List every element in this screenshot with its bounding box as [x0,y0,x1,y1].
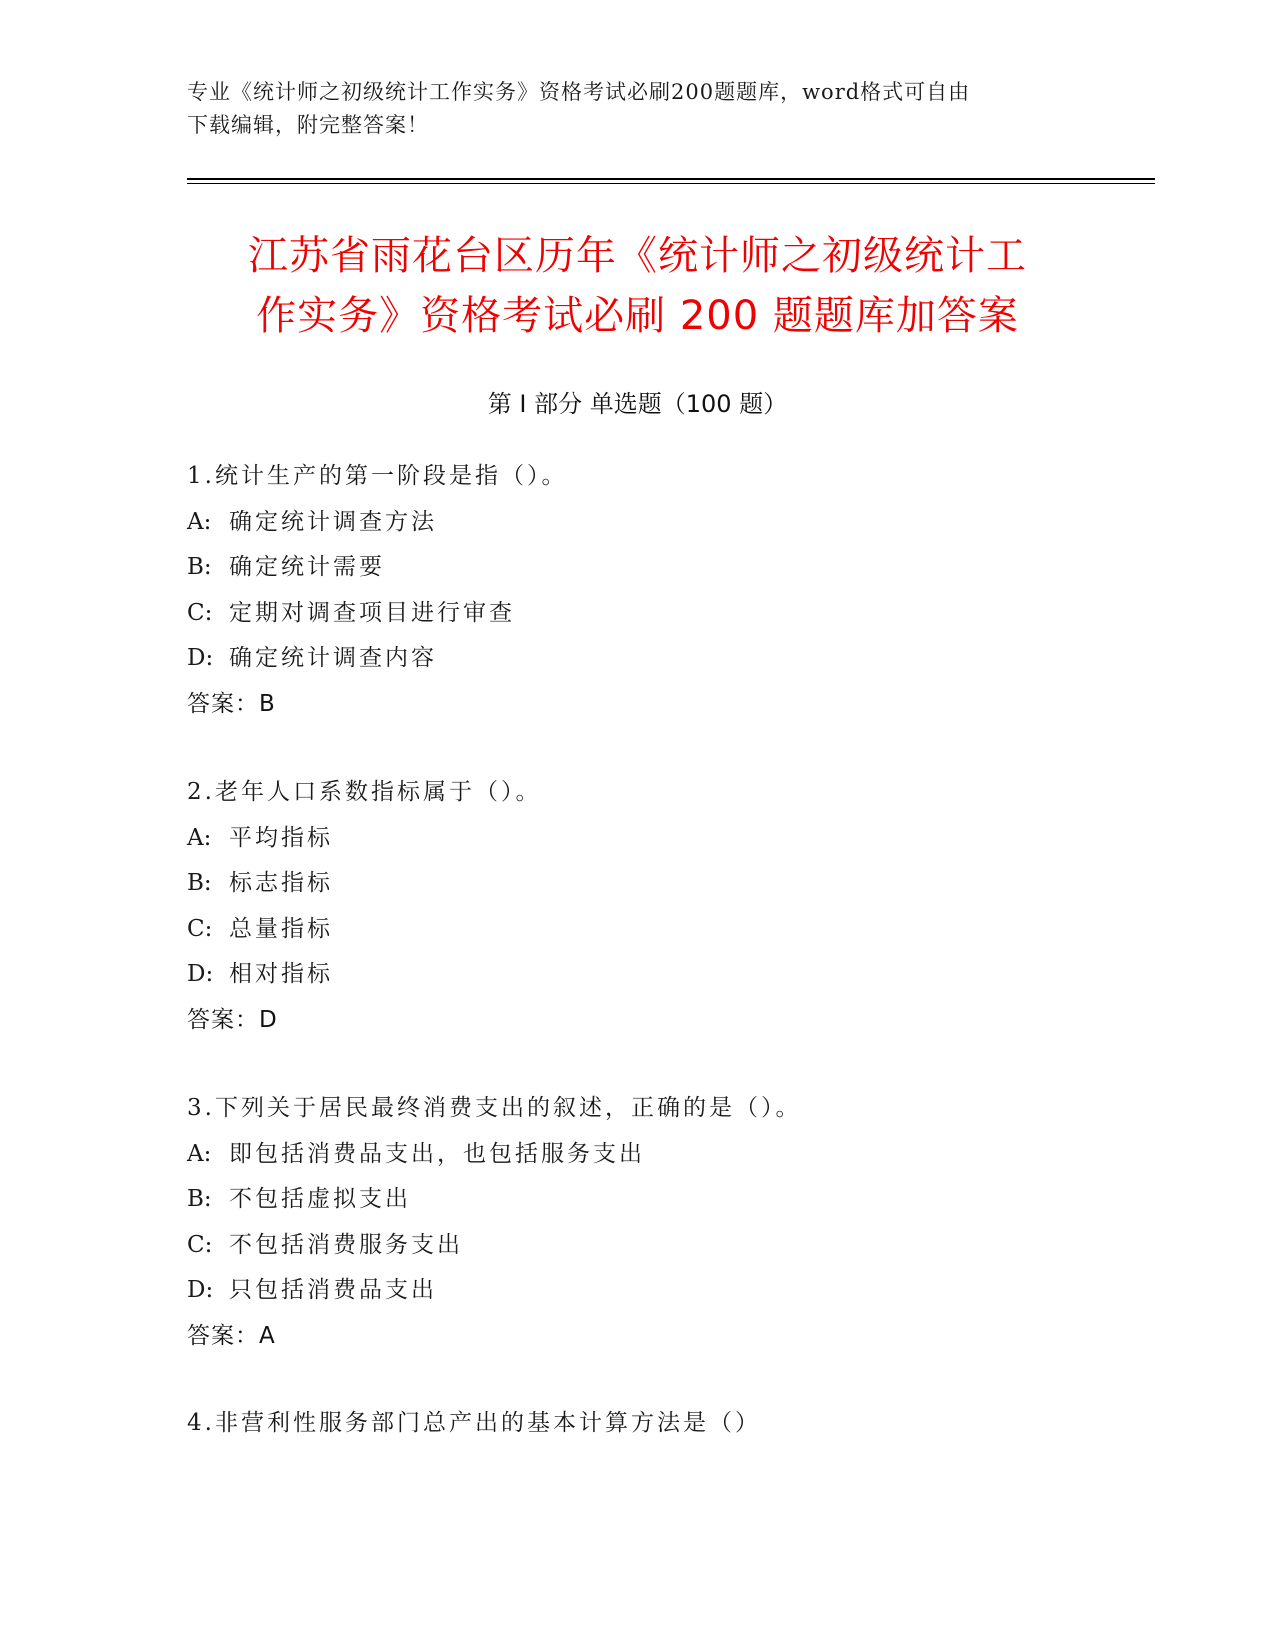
option-text: 即包括消费品支出，也包括服务支出 [229,1140,645,1167]
header-divider-thick [187,178,1155,180]
option-b [187,861,1147,907]
question-stem: 4.非营利性服务部门总产出的基本计算方法是（） [187,1410,761,1436]
header-note-line-2: 下载编辑，附完整答案！ [187,113,429,137]
option-c [187,1223,1147,1269]
question-stem: 3.下列关于居民最终消费支出的叙述，正确的是（）。 [187,1095,802,1121]
option-text: 平均指标 [229,824,333,851]
option-letter: A: [187,824,212,851]
answer-key: 答案：A [187,1322,276,1349]
document-title-line-2: 作实务》资格考试必刷 200 题题库加答案 [256,293,1019,339]
option-letter: D: [187,961,214,987]
option-letter: B: [187,554,212,580]
question-1 [187,454,1147,727]
question-stem: 1.统计生产的第一阶段是指（）。 [187,463,568,489]
option-text: 定期对调查项目进行审查 [229,599,515,626]
answer-key: 答案：B [187,690,276,717]
question-2 [187,770,1147,1043]
answer-key: 答案：D [187,1006,278,1033]
option-letter: D: [187,645,214,671]
option-letter: B: [187,1186,212,1212]
option-letter: C: [187,1231,213,1258]
option-letter: D: [187,1277,214,1303]
option-text: 总量指标 [229,915,333,942]
option-text: 确定统计调查内容 [229,645,437,671]
section-heading: 第 I 部分 单选题（100 题） [487,390,788,418]
option-b [187,545,1147,591]
document-title [120,226,1155,346]
header-note-line-1: 专业《统计师之初级统计工作实务》资格考试必刷200题题库，word格式可自由 [187,80,971,104]
option-letter: B: [187,870,212,896]
header-note [187,76,1087,142]
question-4 [187,1401,1147,1447]
option-letter: C: [187,599,213,626]
option-c [187,591,1147,637]
option-letter: C: [187,915,213,942]
document-title-line-1: 江苏省雨花台区历年《统计师之初级统计工 [248,233,1027,279]
option-d [187,636,1147,682]
option-a [187,816,1147,862]
option-d [187,952,1147,998]
option-text: 相对指标 [229,961,333,987]
question-stem: 2.老年人口系数指标属于（）。 [187,779,542,805]
option-c [187,907,1147,953]
option-d [187,1268,1147,1314]
question-3 [187,1086,1147,1359]
option-text: 标志指标 [229,870,333,896]
header-divider-thin [187,183,1155,184]
option-text: 只包括消费品支出 [229,1277,437,1303]
option-letter: A: [187,1140,212,1167]
option-text: 不包括虚拟支出 [229,1186,411,1212]
option-text: 确定统计调查方法 [229,508,437,535]
option-letter: A: [187,508,212,535]
option-text: 确定统计需要 [229,554,385,580]
option-text: 不包括消费服务支出 [229,1231,463,1258]
option-a [187,1132,1147,1178]
option-a [187,500,1147,546]
option-b [187,1177,1147,1223]
